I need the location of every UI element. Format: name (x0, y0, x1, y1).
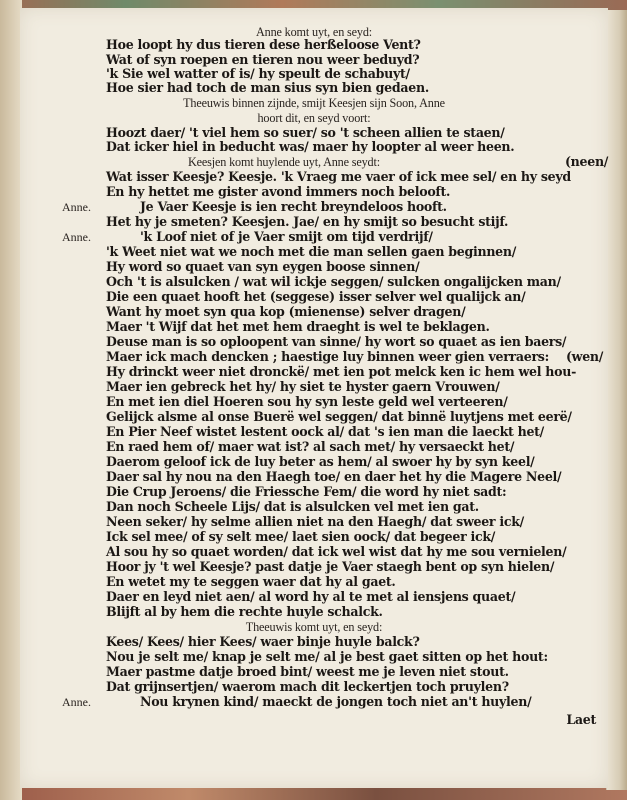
line-overflow-fragment: (wen/ (566, 349, 604, 364)
page-edge-right (606, 10, 627, 790)
line-overflow-fragment: (neen/ (565, 154, 609, 169)
text-line: Hoor jy 't wel Keesje? past datje je Vaer staegh bent op syn hielen/ (106, 559, 555, 574)
text-line: Maer ien gebreck het hy/ hy siet te hyster gaern Vrouwen/ (106, 379, 500, 394)
text-line: 'k Loof niet of je Vaer smijt om tijd verdrijf/ (140, 229, 433, 244)
text-line: 'k Weet niet wat we noch met die man sellen gaen beginnen/ (106, 244, 517, 259)
text-line: Ick sel mee/ of sy selt mee/ laet sien oock/ dat begeer ick/ (106, 529, 496, 544)
text-line: Hy drinckt weer niet dronckë/ met ien pot melck ken ic hem wel hou- (106, 364, 577, 379)
text-line: Nou krynen kind/ maeckt de jongen toch niet an't huylen/ (140, 694, 532, 709)
text-line: Wat isser Keesje? Keesje. 'k Vraeg me vaer of ick mee sel/ en hy seyd (106, 169, 571, 184)
text-line: Gelijck alsme al onse Buerë wel seggen/ dat binnë luytjens met eerë/ (106, 409, 572, 424)
text-line: Want hy moet syn qua kop (mienense) selver dragen/ (106, 304, 466, 319)
text-line: Keesjen komt huylende uyt, Anne seydt: (188, 155, 380, 169)
text-line: Laet (566, 712, 596, 727)
text-line: Dat icker hiel in beducht was/ maer hy loopter al weer heen. (106, 139, 515, 154)
binding-bottom (0, 786, 627, 800)
text-line: Neen seker/ hy selme allien niet na den Haegh/ dat sweer ick/ (106, 514, 524, 529)
text-line: Maer ick mach dencken ; haestige luy binnen weer gien verraers: (106, 349, 549, 364)
text-line: Al sou hy so quaet worden/ dat ick wel wist dat hy me sou vernielen/ (106, 544, 567, 559)
text-line: Och 't is alsulcken / wat wil ickje seggen/ sulcken ongalijcken man/ (106, 274, 561, 289)
text-line: Daer sal hy nou na den Haegh toe/ en daer het hy die Magere Neel/ (106, 469, 562, 484)
text-line: hoort dit, en seyd voort: (257, 111, 371, 125)
text-line: Hoe loopt hy dus tieren dese herßeloose Vent? (106, 37, 421, 52)
page-edge-left (0, 0, 22, 800)
text-line: Hoe sier had toch de man sius syn bien gedaen. (106, 80, 429, 95)
text-line: Dan noch Scheele Lijs/ dat is alsulcken vel met ien gat. (106, 499, 479, 514)
text-line: Maer pastme datje broed bint/ weest me je leven niet stout. (106, 664, 509, 679)
speaker-label: Anne. (62, 200, 91, 214)
text-line: Deuse man is so oploopent van sinne/ hy wort so quaet as ien baers/ (106, 334, 567, 349)
text-line: En wetet my te seggen waer dat hy al gaet. (106, 574, 396, 589)
text-line: En raed hem of/ maer wat ist? al sach met/ hy versaeckt het/ (106, 439, 515, 454)
text-line: Theeuwis komt uyt, en seyd: (245, 620, 383, 634)
book-page (20, 8, 608, 788)
text-line: Het hy je smeten? Keesjen. Jae/ en hy smijt so besucht stijf. (106, 214, 509, 229)
text-line: Je Vaer Keesje is ien recht breyndeloos hooft. (140, 199, 447, 214)
text-line: Hoozt daer/ 't viel hem so suer/ so 't scheen allien te staen/ (106, 125, 505, 140)
text-line: En hy hettet me gister avond immers noch belooft. (106, 184, 451, 199)
text-line: Nou je selt me/ knap je selt me/ al je best gaet sitten op het hout: (106, 649, 548, 664)
text-line: Die Crup Jeroens/ die Friessche Fem/ die word hy niet sadt: (106, 484, 507, 499)
text-line: Die een quaet hooft het (seggese) isser selver wel qualijck an/ (106, 289, 526, 304)
text-line: Wat of syn roepen en tieren nou weer beduyd? (106, 52, 420, 67)
text-line: Daerom geloof ick de luy beter as hem/ al swoer hy by syn keel/ (106, 454, 535, 469)
text-line: Kees/ Kees/ hier Kees/ waer binje huyle balck? (106, 634, 420, 649)
text-line: Blijft al by hem die rechte huyle schalck. (106, 604, 383, 619)
text-line: Dat grijnsertjen/ waerom mach dit leckertjen toch pruylen? (106, 679, 509, 694)
text-line: En Pier Neef wistet lestent oock al/ dat 's ien man die laeckt het/ (106, 424, 544, 439)
text-line: 'k Sie wel watter of is/ hy speult de schabuyt/ (106, 66, 410, 81)
text-line: Hy word so quaet van syn eygen boose sinnen/ (106, 259, 420, 274)
speaker-label: Anne. (62, 230, 91, 244)
text-line: Theeuwis binnen zijnde, smijt Keesjen sijn Soon, Anne (183, 96, 445, 110)
speaker-label: Anne. (62, 695, 91, 709)
text-line: Maer 't Wijf dat het met hem draeght is wel te beklagen. (106, 319, 490, 334)
text-line: En met ien diel Hoeren sou hy syn leste geld wel verteeren/ (106, 394, 508, 409)
text-line: Anne komt uyt, en seyd: (255, 25, 373, 39)
text-line: Daer en leyd niet aen/ al word hy al te met al iensjens quaet/ (106, 589, 516, 604)
